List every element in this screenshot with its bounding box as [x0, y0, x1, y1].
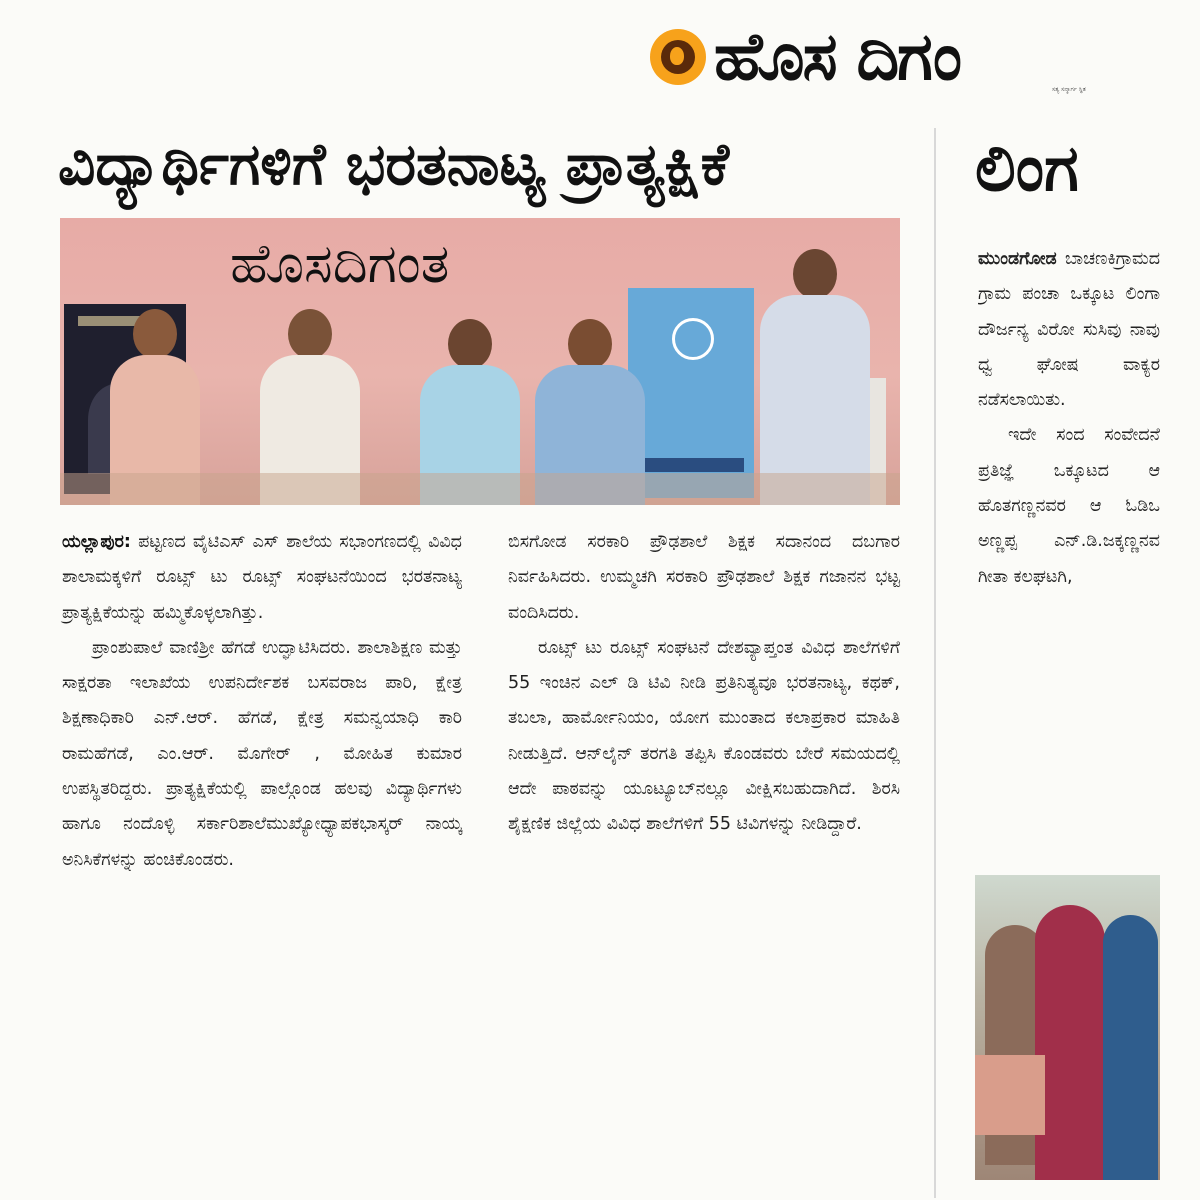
side-dateline: ಮುಂಡಗೋಡ — [978, 249, 1057, 269]
article-headline: ವಿದ್ಯಾರ್ಥಿಗಳಿಗೆ ಭರತನಾಟ್ಯ ಪ್ರಾತ್ಯಕ್ಷಿಕೆ — [58, 130, 730, 198]
side-paragraph-1 — [978, 242, 1160, 418]
paragraph-1 — [62, 525, 462, 631]
paragraph-4: ರೂಟ್ಸ್ ಟು ರೂಟ್ಸ್ ಸಂಘಟನೆ ದೇಶವ್ಯಾಪ್ತಂತ ವಿವಿಧ ಶಾಲೆಗಳಿಗೆ 55 ಇಂಚಿನ ಎಲ್ ಡಿ ಟಿವಿ ನೀಡಿ ಪ್ರತಿನಿತ್ಯವೂ ಭರತನಾಟ್ಯ, ಕಥಕ್, ತಬಲಾ, ಹಾರ್ಮೋನಿಯಂ, ಯೋಗ ಮುಂತಾದ ಕಲಾಪ್ರಕಾರ ಮಾಹಿತಿ ನೀಡುತ್ತಿದೆ. ಆನ್‌ಲೈನ್ ತರಗತಿ ತಪ್ಪಿಸಿ ಕೊಂಡವರು ಬೇರೆ ಸಮಯದಲ್ಲಿ ಆದೇ ಪಾಠವನ್ನು ಯೂಟ್ಯೂಬ್‌ನಲ್ಲೂ ವೀಕ್ಷಿಸಬಹುದಾಗಿದೆ. ಶಿರಸಿ ಶೈಕ್ಷಣಿಕ ಜಿಲ್ಲೆಯ ವಿವಿಧ ಶಾಲೆಗಳಿಗೆ 55 ಟಿವಿಗಳನ್ನು ನೀಡಿದ್ದಾರೆ. — [508, 637, 900, 835]
column-divider — [934, 128, 936, 1198]
photo-watermark: ಹೊಸದಿಗಂತ — [230, 232, 450, 295]
newspaper-logo-icon — [650, 29, 706, 85]
event-photo — [60, 218, 900, 505]
stage-table — [60, 473, 900, 505]
side-paragraph-1-text: ಬಾಚಣಕಿಗ್ರಾಮದ ಗ್ರಾಮ ಪಂಚಾ ಒಕ್ಕೂಟ ಲಿಂಗಾ ದೌರ್ಜನ್ಯ ವಿರೋ ಸುಸಿವು ನಾವು ಧ್ವ ಘೋಷ ವಾಕ್ಯರ ನಡೆಸಲಾಯಿತು. — [978, 249, 1160, 411]
side-article-photo — [975, 875, 1160, 1180]
side-paragraph-2: ಇದೇ ಸಂದ ಸಂವೇದನೆ ಪ್ರತಿಜ್ಞೆ ಒಕ್ಕೂಟದ ಆ ಹೊತಗಣ್ಣನವರ ಆ ಓಡಿಒ ಅಣ್ಣಪ್ಪ ಎನ್.ಡಿ.ಜಕ್ಕಣ್ಣನವ ಗೀತಾ ಕಲಘಟಗಿ, — [978, 425, 1160, 587]
standee-banner — [628, 288, 754, 498]
side-article-headline: ಲಿಂಗ — [975, 132, 1079, 206]
article-column-1 — [62, 525, 462, 878]
standing-speaker — [760, 249, 870, 505]
paragraph-1-text: ಪಟ್ಟಣದ ವೈಟಿಎಸ್ ಎಸ್ ಶಾಲೆಯ ಸಭಾಂಗಣದಲ್ಲಿ ವಿವಿಧ ಶಾಲಾಮಕ್ಕಳಿಗೆ ರೂಟ್ಸ್ ಟು ರೂಟ್ಸ್ ಸಂಘಟನೆಯಿಂದ ಭರತನಾಟ್ಯ ಪ್ರಾತ್ಯಕ್ಷಿಕೆಯನ್ನು ಹಮ್ಮಿಕೊಳ್ಳಲಾಗಿತ್ತು. — [62, 532, 462, 623]
masthead-tagline: ಸತ್ಯ ಸನ್ಮಾರ್ಗ ಸ್ಥಿತ — [1052, 86, 1086, 93]
article-column-2 — [508, 525, 900, 843]
masthead-title: ಹೊಸ ದಿಗಂ — [714, 17, 961, 95]
paragraph-2: ಪ್ರಾಂಶುಪಾಲೆ ವಾಣಿಶ್ರೀ ಹೆಗಡೆ ಉದ್ಘಾಟಿಸಿದರು. ಶಾಲಾಶಿಕ್ಷಣ ಮತ್ತು ಸಾಕ್ಷರತಾ ಇಲಾಖೆಯ ಉಪನಿರ್ದೇಶಕ ಬಸವರಾಜ ಪಾರಿ, ಕ್ಷೇತ್ರ ಶಿಕ್ಷಣಾಧಿಕಾರಿ ಎನ್.ಆರ್. ಹೆಗಡೆ, ಕ್ಷೇತ್ರ ಸಮನ್ವಯಾಧಿ ಕಾರಿ ರಾಮಹೆಗಡೆ, ಎಂ.ಆರ್. ಮೊಗೇರ್ , ಮೋಹಿತ ಕುಮಾರ ಉಪಸ್ಥಿತರಿದ್ದರು. ಪ್ರಾತ್ಯಕ್ಷಿಕೆಯಲ್ಲಿ ಪಾಲ್ಗೊಂಡ ಹಲವು ವಿದ್ಯಾರ್ಥಿಗಳು ಹಾಗೂ ನಂದೊಳ್ಳಿ ಸರ್ಕಾರಿಶಾಲೆಮುಖ್ಯೋಧ್ಯಾಪಕಭಾಸ್ಕರ್ ನಾಯ್ಕ ಅನಿಸಿಕೆಗಳನ್ನು ಹಂಚಿಕೊಂಡರು. — [62, 637, 462, 870]
dateline: ಯಲ್ಲಾಪುರ: — [62, 532, 131, 552]
paragraph-3: ಬಿಸಗೋಡ ಸರಕಾರಿ ಪ್ರೌಢಶಾಲೆ ಶಿಕ್ಷಕ ಸದಾನಂದ ದಬಗಾರ ನಿರ್ವಹಿಸಿದರು. ಉಮ್ಮಚಗಿ ಸರಕಾರಿ ಪ್ರೌಢಶಾಲೆ ಶಿಕ್ಷಕ ಗಜಾನನ ಭಟ್ಟ ವಂದಿಸಿದರು. — [508, 532, 900, 623]
side-article-column — [978, 242, 1160, 595]
